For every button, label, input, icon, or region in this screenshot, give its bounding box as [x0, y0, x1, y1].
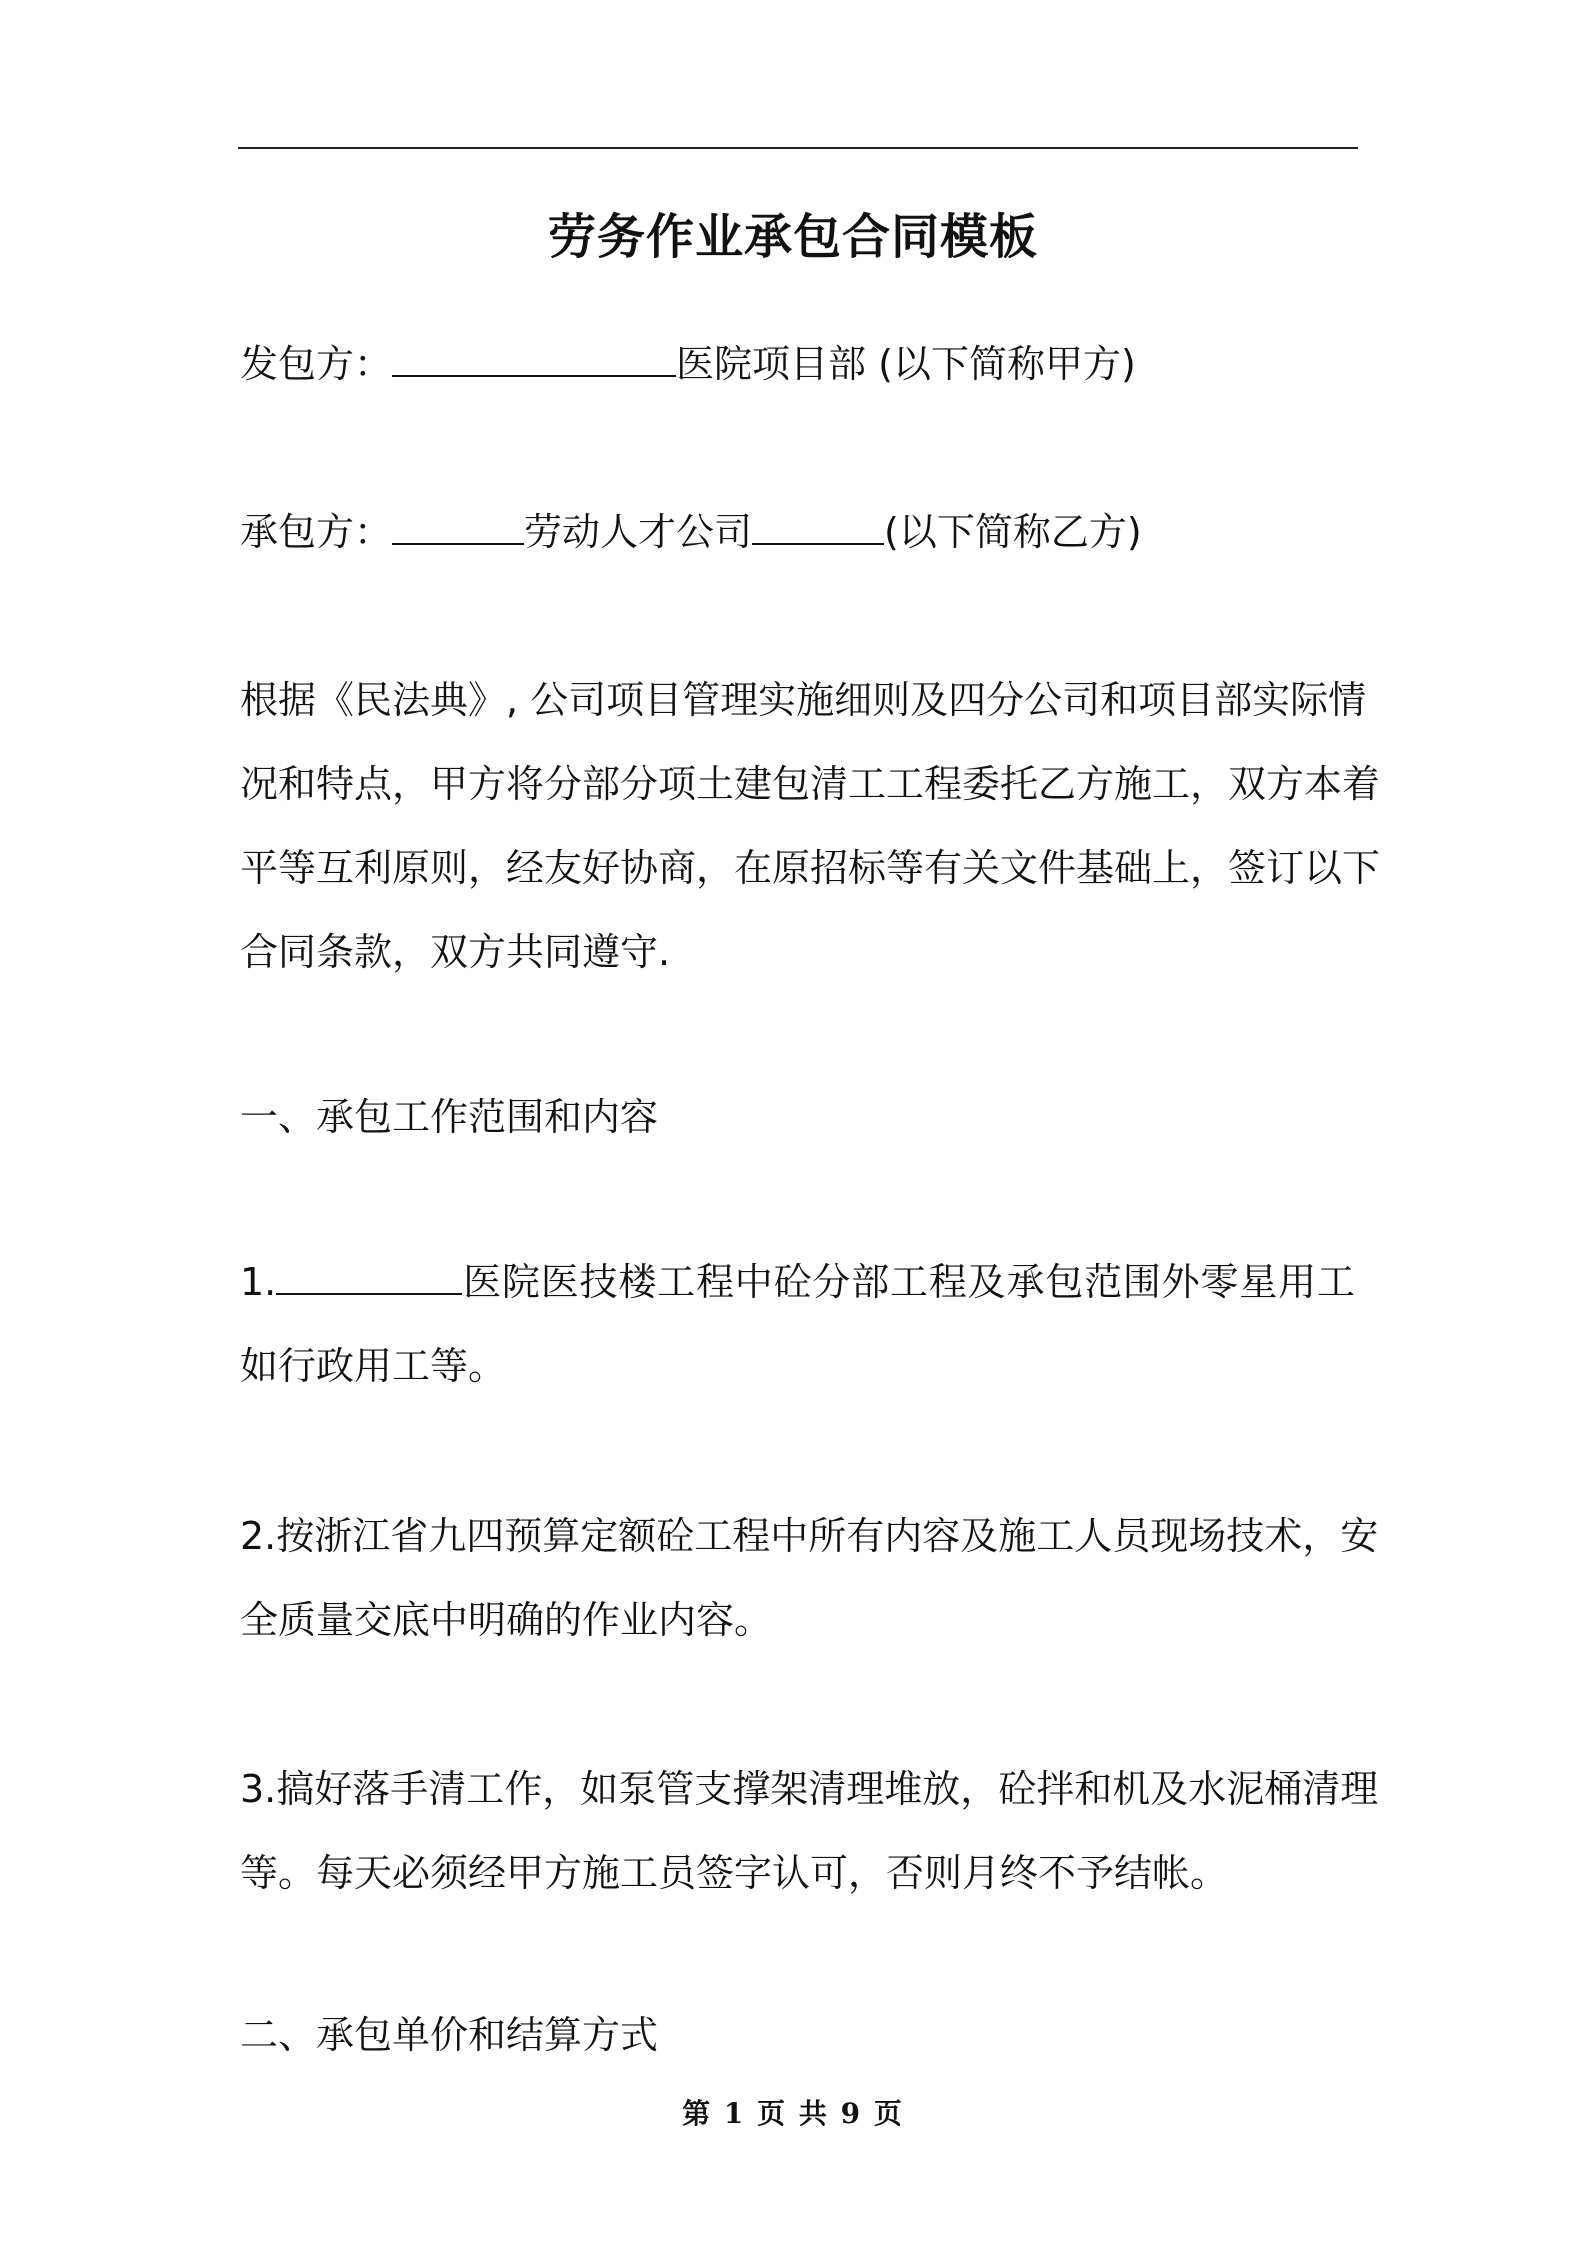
item-3-line: 等。每天必须经甲方施工员签字认可，否则月终不予结帐。 [240, 1851, 1229, 1895]
party-b-blank-1 [392, 505, 524, 545]
document-title: 劳务作业承包合同模板 [547, 209, 1038, 265]
intro-line: 平等互利原则，经友好协商，在原招标等有关文件基础上，签订以下 [240, 846, 1381, 890]
party-b-blank-2 [752, 505, 884, 545]
party-a-name: 医院项目部 [676, 342, 867, 386]
party-a-blank [392, 337, 676, 377]
party-b-name: 劳动人才公司 [524, 510, 753, 554]
party-b-label: 承包方： [240, 510, 393, 554]
section-1-item-2 [240, 1494, 1379, 1662]
item-2-line: 全质量交底中明确的作业内容。 [240, 1598, 773, 1642]
section-1-item-3 [240, 1747, 1379, 1915]
page-number-footer: 第 1 页 共 9 页 [682, 2097, 904, 2130]
party-a-label: 发包方： [240, 342, 393, 386]
intro-line: 况和特点，甲方将分部分项土建包清工工程委托乙方施工，双方本着 [240, 762, 1381, 806]
item-1-line-1 [240, 1240, 1355, 1324]
intro-paragraph [240, 658, 1381, 994]
header-rule [238, 147, 1358, 149]
item-1-prefix: 1. [240, 1260, 277, 1304]
party-a-line [240, 337, 1136, 389]
section-1-heading: 一、承包工作范围和内容 [240, 1095, 659, 1139]
item-3-line: 3.搞好落手清工作，如泵管支撑架清理堆放，砼拌和机及水泥桶清理 [240, 1767, 1379, 1811]
section-1-item-1 [240, 1240, 1355, 1408]
item-1-blank [276, 1255, 462, 1295]
item-1-text: 医院医技楼工程中砼分部工程及承包范围外零星用工 [462, 1260, 1355, 1304]
intro-line: 根据《民法典》, 公司项目管理实施细则及四分公司和项目部实际情 [240, 678, 1367, 722]
intro-line: 合同条款，双方共同遵守. [240, 930, 671, 974]
party-b-line [240, 505, 1142, 557]
party-a-note: (以下简称甲方) [878, 342, 1136, 386]
item-2-line: 2.按浙江省九四预算定额砼工程中所有内容及施工人员现场技术，安 [240, 1514, 1379, 1558]
party-b-note: (以下简称乙方) [884, 510, 1142, 554]
section-2-heading: 二、承包单价和结算方式 [240, 2013, 659, 2057]
item-1-line-2: 如行政用工等。 [240, 1344, 507, 1388]
